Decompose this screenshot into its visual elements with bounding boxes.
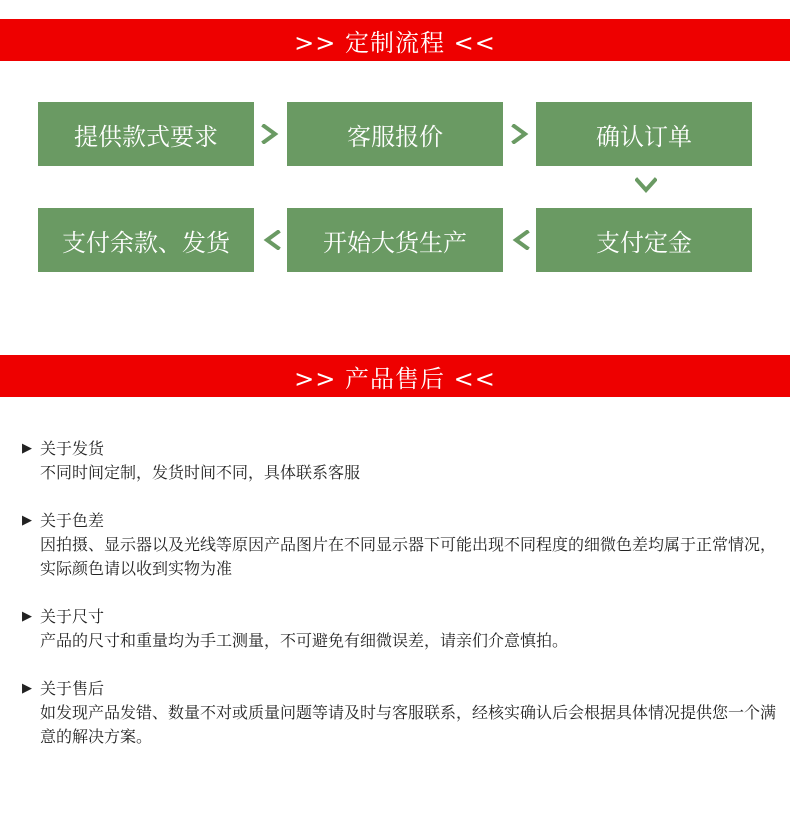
step-pay-balance-ship xyxy=(38,208,254,272)
step-label: 支付定金 xyxy=(596,228,692,257)
step-label: 确认订单 xyxy=(596,122,692,151)
process-banner xyxy=(0,19,790,61)
section-body: 如发现产品发错、数量不对或质量问题等请及时与客服联系，经核实确认后会根据具体情况提供您一个满意的解决方案。 xyxy=(40,703,777,746)
section-heading: 关于尺寸 xyxy=(40,607,105,626)
chevron-right-icon xyxy=(259,123,281,145)
after-sales-item-service xyxy=(22,677,778,749)
process-banner-title: >> 定制流程 << xyxy=(294,28,496,57)
triangle-right-icon: ▶ xyxy=(22,681,32,696)
section-body: 不同时间定制，发货时间不同，具体联系客服 xyxy=(40,463,361,482)
triangle-right-icon: ▶ xyxy=(22,441,32,456)
step-label: 支付余款、发货 xyxy=(62,228,230,257)
step-pay-deposit xyxy=(536,208,752,272)
triangle-right-icon: ▶ xyxy=(22,513,32,528)
chevron-left-icon xyxy=(510,229,532,251)
step-confirm-order xyxy=(536,102,752,166)
step-label: 开始大货生产 xyxy=(323,228,467,257)
triangle-right-icon: ▶ xyxy=(22,609,32,624)
section-body: 因拍摄、显示器以及光线等原因产品图片在不同显示器下可能出现不同程度的细微色差均属于正常情况，实际颜色请以收到实物为准 xyxy=(40,535,777,578)
chevron-down-icon xyxy=(634,175,658,197)
section-heading: 关于发货 xyxy=(40,439,105,458)
step-label: 提供款式要求 xyxy=(74,122,218,151)
after-sales-item-shipping xyxy=(22,437,778,485)
section-heading: 关于售后 xyxy=(40,679,105,698)
after-sales-item-color xyxy=(22,509,778,581)
step-start-production xyxy=(287,208,503,272)
step-customer-quote xyxy=(287,102,503,166)
chevron-right-icon xyxy=(509,123,531,145)
step-provide-requirements xyxy=(38,102,254,166)
after-sales-banner xyxy=(0,355,790,397)
chevron-left-icon xyxy=(261,229,283,251)
after-sales-banner-title: >> 产品售后 << xyxy=(294,364,496,393)
after-sales-item-size xyxy=(22,605,778,653)
section-body: 产品的尺寸和重量均为手工测量，不可避免有细微误差，请亲们介意慎拍。 xyxy=(40,631,569,650)
step-label: 客服报价 xyxy=(347,122,443,151)
section-heading: 关于色差 xyxy=(40,511,105,530)
